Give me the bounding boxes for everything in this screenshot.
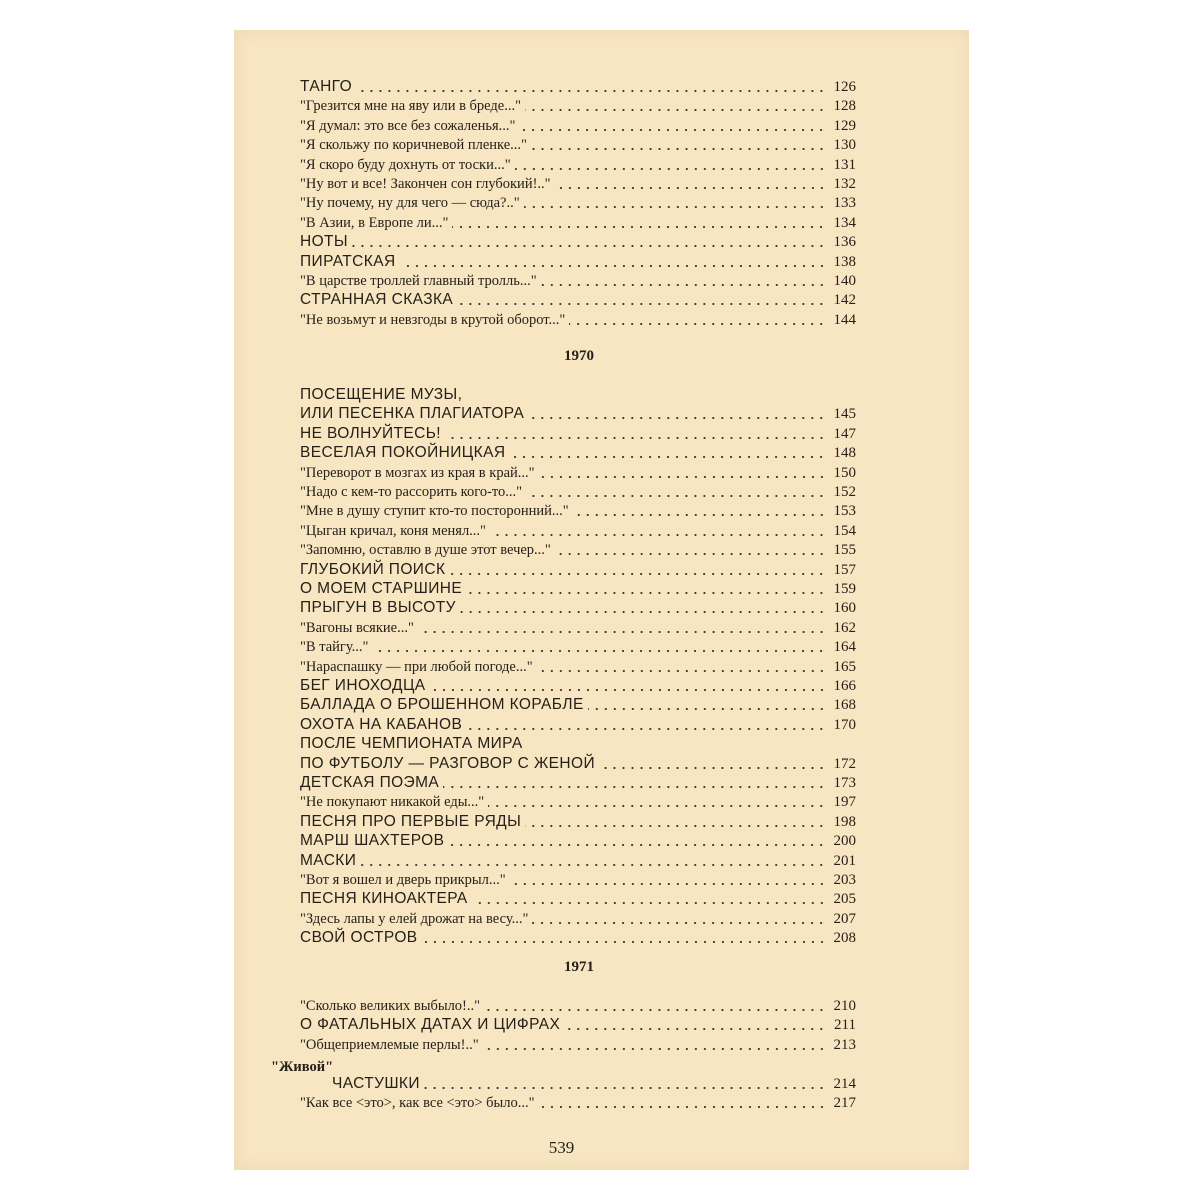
toc-entry-title: ИЛИ ПЕСЕНКА ПЛАГИАТОРА: [300, 405, 525, 423]
toc-entry-page: 145: [833, 406, 856, 423]
toc-entry-page: 210: [833, 998, 856, 1014]
dot-leader: [509, 455, 826, 459]
toc-entry-page: 164: [833, 639, 856, 656]
toc-entry: [300, 618, 856, 638]
toc-entry-page: 136: [833, 234, 856, 251]
toc-entry: [300, 676, 856, 696]
toc-entry-title: "В тайгу...": [300, 639, 369, 656]
toc-entry-page: 128: [833, 98, 856, 115]
toc-entry-page: 208: [833, 930, 856, 947]
toc-entry: [300, 1015, 856, 1035]
dot-leader: [525, 824, 826, 828]
toc-entry-page: 154: [833, 522, 856, 539]
toc-entry-page: 133: [833, 195, 856, 212]
dot-leader: [599, 766, 826, 770]
dot-leader: [422, 940, 826, 944]
toc-entry: [300, 579, 856, 599]
toc-entry: [300, 463, 856, 483]
toc-entry-page: 144: [833, 311, 856, 328]
toc-entry: [300, 404, 856, 424]
toc-entry: [300, 96, 856, 116]
dot-leader: [356, 89, 826, 93]
toc-entry-page: 153: [833, 503, 856, 520]
dot-leader: [484, 1008, 826, 1012]
toc-entry-page: 159: [833, 581, 856, 597]
dot-leader: [445, 436, 826, 440]
toc-entry: [300, 695, 856, 715]
toc-entry-page: 166: [833, 678, 856, 694]
toc-entry-title: "Ну почему, ну для чего — сюда?..": [300, 195, 520, 212]
dot-leader: [588, 707, 826, 711]
dot-leader: [466, 727, 826, 731]
toc-entry-title: НОТЫ: [300, 233, 349, 251]
toc-entry: [300, 851, 856, 871]
toc-entry-title: ТАНГО: [300, 78, 353, 95]
toc-entry-page: 142: [833, 292, 856, 309]
book-page: [234, 30, 969, 1170]
toc-entry: [300, 232, 856, 252]
dot-leader: [528, 416, 826, 420]
toc-entry-title: "Мне в душу ступит кто-то посторонний...": [300, 503, 569, 520]
toc-entry-title: МАСКИ: [300, 851, 357, 869]
toc-entry-title: ГЛУБОКИЙ ПОИСК: [300, 560, 446, 578]
toc-entry-title: "Я думал: это все без сожаленья...": [300, 117, 516, 134]
toc-entry: [300, 482, 856, 502]
toc-entry-title: "Вагоны всякие...": [300, 619, 414, 636]
toc-entry: [300, 116, 856, 136]
toc-entry: [300, 657, 856, 677]
dot-leader: [526, 494, 826, 498]
toc-entry-title: БЕГ ИНОХОДЦА: [300, 677, 426, 694]
toc-entry-page: 138: [833, 253, 856, 270]
toc-entry-title: ПОСЛЕ ЧЕМПИОНАТА МИРА: [300, 735, 523, 753]
dot-leader: [483, 1047, 826, 1051]
toc-entry-title: О МОЕМ СТАРШИНЕ: [300, 580, 463, 597]
toc-entry-page: 160: [833, 600, 856, 617]
dot-leader: [400, 264, 826, 268]
toc-entry-title: "В царстве троллей главный тролль...": [300, 273, 537, 289]
toc-entry-title: ПРЫГУН В ВЫСОТУ: [300, 599, 456, 617]
toc-entry: [300, 831, 856, 851]
toc-entry-title: "В Азии, в Европе ли...": [300, 214, 449, 231]
dot-leader: [449, 572, 826, 576]
toc-entry: [300, 637, 856, 657]
dot-leader: [539, 475, 826, 479]
dot-leader: [418, 630, 826, 634]
toc-entry: [300, 290, 856, 310]
toc-entry-page: 130: [833, 137, 856, 154]
toc-entry-title: "Грезится мне на яву или в бреде...": [300, 98, 522, 115]
toc-entry: [300, 540, 856, 560]
dot-leader: [564, 1027, 826, 1031]
toc-entry: [300, 213, 856, 233]
dot-leader: [555, 186, 826, 190]
year-heading-1970: 1970: [564, 348, 594, 364]
toc-entry-page: 217: [833, 1095, 856, 1112]
toc-entry-page: 148: [833, 445, 856, 462]
toc-entry: [300, 812, 856, 832]
dot-leader: [424, 1086, 826, 1090]
dot-leader: [430, 688, 826, 692]
toc-entry: [300, 734, 856, 754]
toc-entry: [300, 271, 856, 291]
toc-entry: [300, 889, 856, 909]
toc-entry-title: "Не покупают никакой еды...": [300, 794, 485, 811]
toc-entry-title: НЕ ВОЛНУЙТЕСЬ!: [300, 424, 441, 442]
toc-entry-page: 147: [833, 425, 856, 442]
toc-entry: [300, 174, 856, 194]
toc-entry-title: "Запомню, оставлю в душе этот вечер...": [300, 542, 551, 559]
dot-leader: [532, 921, 826, 925]
toc-entry-title: "Сколько великих выбыло!..": [300, 998, 481, 1014]
dot-leader: [525, 108, 826, 112]
dot-leader: [448, 843, 826, 847]
toc-entry-page: 152: [833, 484, 856, 500]
dot-leader: [490, 533, 826, 537]
dot-leader: [472, 901, 826, 905]
toc-entry-page: 172: [833, 755, 856, 772]
toc-entry: [300, 193, 856, 213]
dot-leader: [460, 610, 826, 614]
dot-leader: [539, 1105, 826, 1109]
dot-leader: [488, 804, 826, 808]
dot-leader: [443, 785, 826, 789]
toc-entry-title: "Цыган кричал, коня менял...": [300, 522, 486, 539]
toc-entry: [300, 870, 856, 890]
toc-entry-title: СВОЙ ОСТРОВ: [300, 929, 418, 947]
year-heading-1971: 1971: [564, 959, 594, 975]
toc-entry: [300, 928, 856, 948]
toc-entry-title: "Общеприемлемые перлы!..": [300, 1036, 479, 1053]
dot-leader: [573, 513, 826, 517]
toc-entry-page: 168: [833, 697, 856, 714]
toc-entry-title: "Вот я вошел и дверь прикрыл...": [300, 872, 506, 888]
section-label: "Живой": [271, 1059, 334, 1075]
toc-entry: [300, 443, 856, 463]
toc-entry: [300, 385, 856, 405]
toc-entry: [300, 909, 856, 929]
toc-entry-page: 157: [833, 561, 856, 578]
toc-entry-title: "Я скольжу по коричневой пленке...": [300, 137, 527, 154]
toc-entry-page: 165: [833, 658, 856, 675]
dot-leader: [352, 244, 826, 248]
toc-entry-title: СТРАННАЯ СКАЗКА: [300, 291, 454, 309]
toc-entry-page: 197: [833, 794, 856, 811]
toc-entry: [300, 560, 856, 580]
toc-entry-page: 140: [833, 273, 856, 289]
toc-entry-page: 203: [833, 872, 856, 888]
dot-leader: [541, 283, 826, 287]
toc-entry-page: 132: [833, 176, 856, 192]
toc-entry-page: 211: [834, 1017, 856, 1034]
toc-entry: [300, 598, 856, 618]
toc-entry-page: 214: [833, 1076, 856, 1092]
toc-entry-title: О ФАТАЛЬНЫХ ДАТАХ И ЦИФРАХ: [300, 1016, 561, 1034]
dot-leader: [372, 649, 826, 653]
toc-entry-title: ПО ФУТБОЛУ — РАЗГОВОР С ЖЕНОЙ: [300, 754, 595, 772]
toc-entry-title: ПИРАТСКАЯ: [300, 252, 396, 270]
page-number: 539: [548, 1138, 575, 1157]
toc-entry: [300, 754, 856, 774]
toc-entry: [300, 521, 856, 541]
toc-entry-title: МАРШ ШАХТЕРОВ: [300, 832, 445, 850]
dot-leader: [519, 128, 826, 132]
toc-entry: [300, 424, 856, 444]
toc-entry-title: "Как все <это>, как все <это> было...": [300, 1095, 535, 1112]
toc-entry-title: "Ну вот и все! Закончен сон глубокий!..": [300, 176, 551, 192]
dot-leader: [452, 225, 826, 229]
dot-leader: [457, 302, 826, 306]
toc-entry: [300, 135, 856, 155]
toc-entry: [300, 1093, 856, 1113]
toc-entry-page: 134: [833, 214, 856, 231]
toc-entry-page: 207: [833, 910, 856, 927]
dot-leader: [510, 882, 826, 886]
dot-leader: [466, 591, 826, 595]
toc-entry-page: 173: [833, 775, 856, 791]
toc-entry-title: "Не возьмут и невзгоды в крутой оборот...": [300, 311, 566, 328]
toc-entry-title: ПОСЕЩЕНИЕ МУЗЫ,: [300, 386, 463, 403]
toc-entry-page: 200: [833, 833, 856, 850]
toc-entry: [300, 996, 856, 1016]
toc-entry: [300, 773, 856, 793]
dot-leader: [537, 669, 826, 673]
toc-entry: [300, 501, 856, 521]
toc-entry-title: ПЕСНЯ ПРО ПЕРВЫЕ РЯДЫ: [300, 812, 522, 830]
toc-entry-page: 170: [833, 716, 856, 733]
dot-leader: [360, 863, 826, 867]
dot-leader: [555, 552, 826, 556]
toc-entry: [300, 252, 856, 272]
toc-entry-page: 162: [833, 619, 856, 636]
toc-entry-page: 126: [833, 79, 856, 95]
toc-entry-title: "Нараспашку — при любой погоде...": [300, 658, 533, 675]
toc-entry-page: 205: [833, 891, 856, 908]
toc-entry-title: ЧАСТУШКИ: [332, 1075, 420, 1092]
dot-leader: [531, 147, 826, 151]
toc-entry-title: "Я скоро буду дохнуть от тоски...": [300, 156, 511, 173]
toc-entry-page: 213: [833, 1036, 856, 1053]
toc-entry: [300, 310, 856, 330]
dot-leader: [515, 167, 826, 171]
toc-entry: [332, 1074, 856, 1094]
toc-entry-page: 201: [833, 852, 856, 869]
toc-entry-title: "Надо с кем-то рассорить кого-то...": [300, 484, 523, 500]
toc-entry-title: БАЛЛАДА О БРОШЕННОМ КОРАБЛЕ: [300, 696, 584, 714]
toc-entry-title: ОХОТА НА КАБАНОВ: [300, 715, 463, 733]
toc-entry: [300, 792, 856, 812]
table-of-contents: [234, 30, 969, 1170]
toc-entry-page: 129: [833, 117, 856, 134]
toc-entry-title: ПЕСНЯ КИНОАКТЕРА: [300, 890, 468, 908]
toc-entry-page: 198: [833, 813, 856, 830]
toc-entry: [300, 1035, 856, 1055]
toc-entry-title: "Здесь лапы у елей дрожат на весу...": [300, 910, 529, 927]
toc-entry-title: ВЕСЕЛАЯ ПОКОЙНИЦКАЯ: [300, 444, 506, 462]
toc-entry-page: 155: [833, 542, 856, 559]
toc-entry-title: ДЕТСКАЯ ПОЭМА: [300, 774, 440, 791]
toc-entry: [300, 715, 856, 735]
toc-entry: [300, 77, 856, 97]
dot-leader: [569, 322, 826, 326]
toc-entry-page: 131: [833, 156, 856, 173]
dot-leader: [524, 205, 826, 209]
toc-entry: [300, 155, 856, 175]
toc-entry-page: 150: [833, 464, 856, 481]
toc-entry-title: "Переворот в мозгах из края в край...": [300, 464, 535, 481]
